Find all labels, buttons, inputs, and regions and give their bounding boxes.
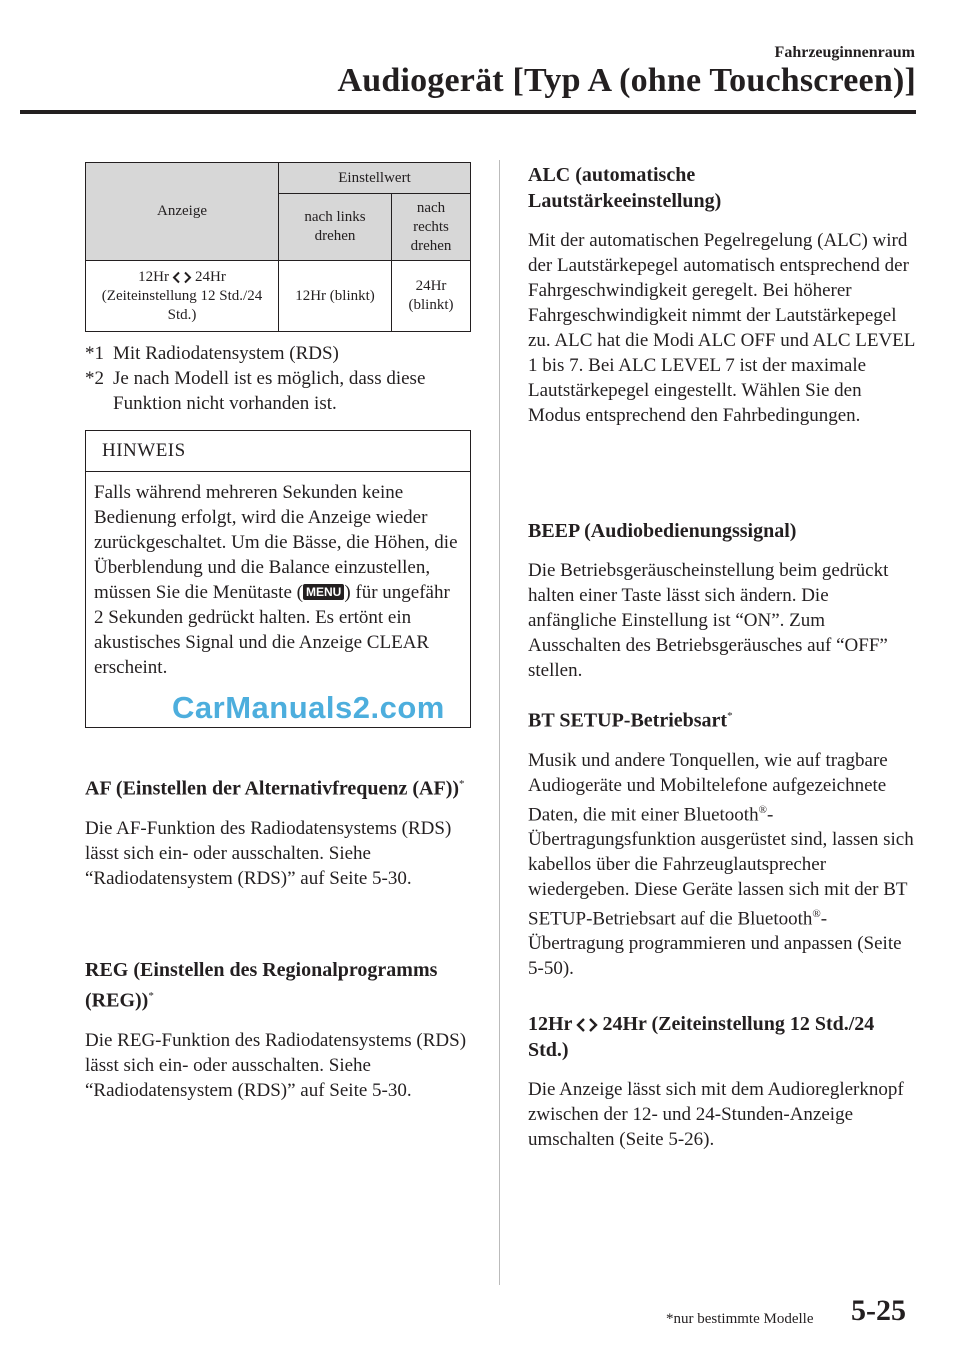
footer-note: *nur bestimmte Modelle xyxy=(666,1311,814,1327)
table-header-left: nach links drehen xyxy=(279,194,392,261)
note-text: Falls während mehreren Sekunden keine Bedienung erfolgt, wird die Anzeige wieder zurückgeschaltet. Um die Bässe, die Höhen, die Überblendung und die Balance einzustellen, müssen Sie die Menütaste ( MENU ) für ungefähr 2 Sekunden gedrückt halten. Es ertönt ein akustisches Signal und die Anzeige CLEAR erscheint. xyxy=(94,482,458,678)
table-row xyxy=(86,261,471,332)
section-beep-title: BEEP (Audiobedienungssignal) xyxy=(528,520,797,542)
registered-mark: ® xyxy=(812,907,821,920)
column-divider xyxy=(499,160,500,1285)
section-bt-body: Musik und andere Tonquellen, wie auf tragbare Audiogeräte und Mobiltelefone aufgezeichnete Daten, die mit einer Bluetooth®-Übertragungsfunktion ausgerüstet sind, lassen sich kabellos über die Fahrzeuglautsprecher wiedergeben. Diese Geräte lassen sich mit der BT SETUP-Betriebsart auf die Bluetooth®-Übertragung programmieren und anpassen (Seite 5-50). xyxy=(528,749,914,980)
display-subtitle: (Zeiteinstellung 12 Std./24 Std.) xyxy=(101,287,263,323)
section-12hr-24hr xyxy=(528,1011,918,1152)
watermark: CarManuals2.com xyxy=(172,690,445,725)
page-number: 5-25 xyxy=(851,1294,906,1327)
table-header-display: Anzeige xyxy=(86,163,279,261)
section-reg-body: Die REG-Funktion des Radiodatensystems (RDS) lässt sich ein- oder ausschalten. Siehe “Radiodatensystem (RDS)” auf Seite 5-30. xyxy=(85,1029,467,1101)
table-cell-display xyxy=(86,261,279,332)
note-box xyxy=(85,430,471,728)
section-bt-title: BT SETUP-Betriebsart* xyxy=(528,709,733,732)
section-beep-body: Die Betriebsgeräuscheinstellung beim gedrückt halten einer Taste lässt sich ändern. Die anfängliche Einstellung ist “ON”. Zum Ausschalten des Betriebsgeräusches auf “OFF” stellen. xyxy=(528,560,889,681)
section-af-title: AF (Einstellen der Alternativfrequenz (AF))* xyxy=(85,777,465,800)
footnote-1: *1 Mit Radiodatensystem (RDS) xyxy=(85,343,339,364)
page-title: Audiogerät [Typ A (ohne Touchscreen)] xyxy=(337,62,916,99)
section-alc-title: ALC (automatische Lautstärkeeinstellung) xyxy=(528,164,722,212)
section-label: Fahrzeuginnenraum xyxy=(774,44,915,61)
section-reg-title: REG (Einstellen des Regionalprogramms (REG))* xyxy=(85,959,438,1012)
section-reg xyxy=(85,957,480,1103)
section-hr-title: 12Hr 24Hr (Zeiteinstellung 12 Std./24 Std.) xyxy=(528,1013,875,1061)
left-right-arrows-icon xyxy=(574,1017,600,1033)
section-alc-body: Mit der automatischen Pegelregelung (ALC) wird der Lautstärkepegel automatisch entsprechend der Fahrgeschwindigkeit geregelt. Bei höherer Fahrgeschwindigkeit nimmt der Lautstärkepegel zu. ALC hat die Modi ALC OFF und ALC LEVEL 1 bis 7. Bei ALC LEVEL 7 ist der maximale Lautstärkepegel eingestellt. Wählen Sie den Modus entsprechend den Fahrbedingungen. xyxy=(528,230,915,426)
section-bt-setup xyxy=(528,703,918,981)
footnotes xyxy=(85,341,485,416)
section-af xyxy=(85,771,480,891)
display-12hr: 12Hr xyxy=(138,268,169,285)
section-alc xyxy=(528,162,918,428)
table-header-right: nach rechts drehen xyxy=(392,194,471,261)
section-beep xyxy=(528,518,918,683)
registered-mark: ® xyxy=(758,803,767,816)
menu-button-icon: MENU xyxy=(303,584,344,600)
footnote-2: *2 Je nach Modell ist es möglich, dass diese Funktion nicht vorhanden ist. xyxy=(85,368,426,414)
table-cell-left: 12Hr (blinkt) xyxy=(279,261,392,332)
table-header-row xyxy=(86,163,471,194)
display-24hr: 24Hr xyxy=(195,268,226,285)
table-header-setting: Einstellwert xyxy=(279,163,471,194)
section-af-body: Die AF-Funktion des Radiodatensystems (RDS) lässt sich ein- oder ausschalten. Siehe “Radiodatensystem (RDS)” auf Seite 5-30. xyxy=(85,817,452,889)
note-heading: HINWEIS xyxy=(86,431,470,472)
table-cell-right: 24Hr (blinkt) xyxy=(392,261,471,332)
section-hr-body: Die Anzeige lässt sich mit dem Audioreglerknopf zwischen der 12- und 24-Stunden-Anzeige umschalten (Seite 5-26). xyxy=(528,1079,904,1150)
settings-table xyxy=(85,162,471,332)
header-rule xyxy=(20,110,916,114)
left-right-arrows-icon xyxy=(171,271,193,284)
